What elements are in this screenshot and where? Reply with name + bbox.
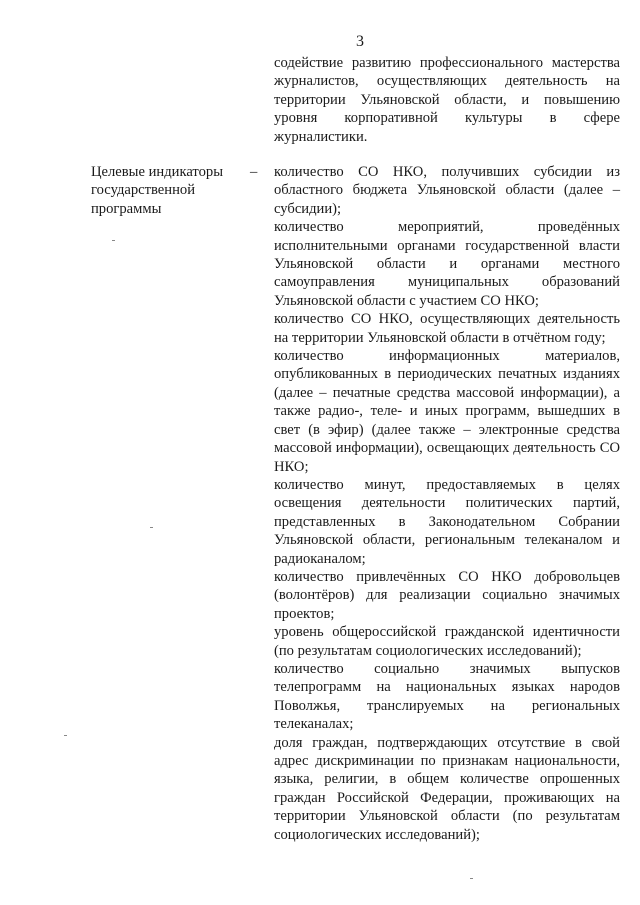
indicator-item: количество СО НКО, осуществляющих деятельность на территории Ульяновской области в отчётном году; <box>274 311 620 346</box>
indicator-item: количество привлечённых СО НКО добровольцев (волонтёров) для реализации социально значимых проектов; <box>274 568 620 622</box>
section-label: Целевые индикаторы государственной программы <box>91 164 224 217</box>
indicator-item: доля граждан, подтверждающих отсутствие в свой адрес дискриминации по признакам национальности, языка, религии, в общем количестве опрошенных граждан Российской Федерации, проживающих на территории Ульяновской области (по результатам социологических исследований); <box>274 734 620 843</box>
indicator-list <box>274 163 620 844</box>
scan-speck <box>112 240 115 241</box>
indicator-item: количество информационных материалов, опубликованных в периодических печатных изданиях (далее – печатные средства массовой информации), а также радио-, теле- и иных программ, вышедших в свет (в эфир) (далее также – электронные средства массовой информации), освещающих деятельность СО НКО; <box>274 348 620 475</box>
section-dash: – <box>250 164 258 180</box>
indicator-item: количество социально значимых выпусков телепрограмм на национальных языках народов Поволжья, транслируемых на региональных телеканалах; <box>274 660 620 733</box>
indicator-item: количество минут, предоставляемых в целях освещения деятельности политических партий, представленных в Законодательном Собрании Ульяновской области, региональным телеканалом и радиоканалом; <box>274 476 620 567</box>
page-number: 3 <box>356 33 364 50</box>
scan-speck <box>150 527 153 528</box>
indicator-item: уровень общероссийской гражданской идентичности (по результатам социологических исследований); <box>274 624 620 659</box>
indicator-item: количество мероприятий, проведённых исполнительными органами государственной власти Ульяновской области и органами местного самоуправления муниципальных образований Ульяновской области с участием СО НКО; <box>274 219 620 309</box>
intro-paragraph: содействие развитию профессионального мастерства журналистов, осуществляющих деятельность на территории Ульяновской области, и повышению уровня корпоративной культуры в сфере журналистики. <box>274 55 620 145</box>
indicator-item: количество СО НКО, получивших субсидии из областного бюджета Ульяновской области (далее – субсидии); <box>274 164 620 217</box>
scan-speck <box>470 878 473 879</box>
scan-speck <box>64 735 67 736</box>
